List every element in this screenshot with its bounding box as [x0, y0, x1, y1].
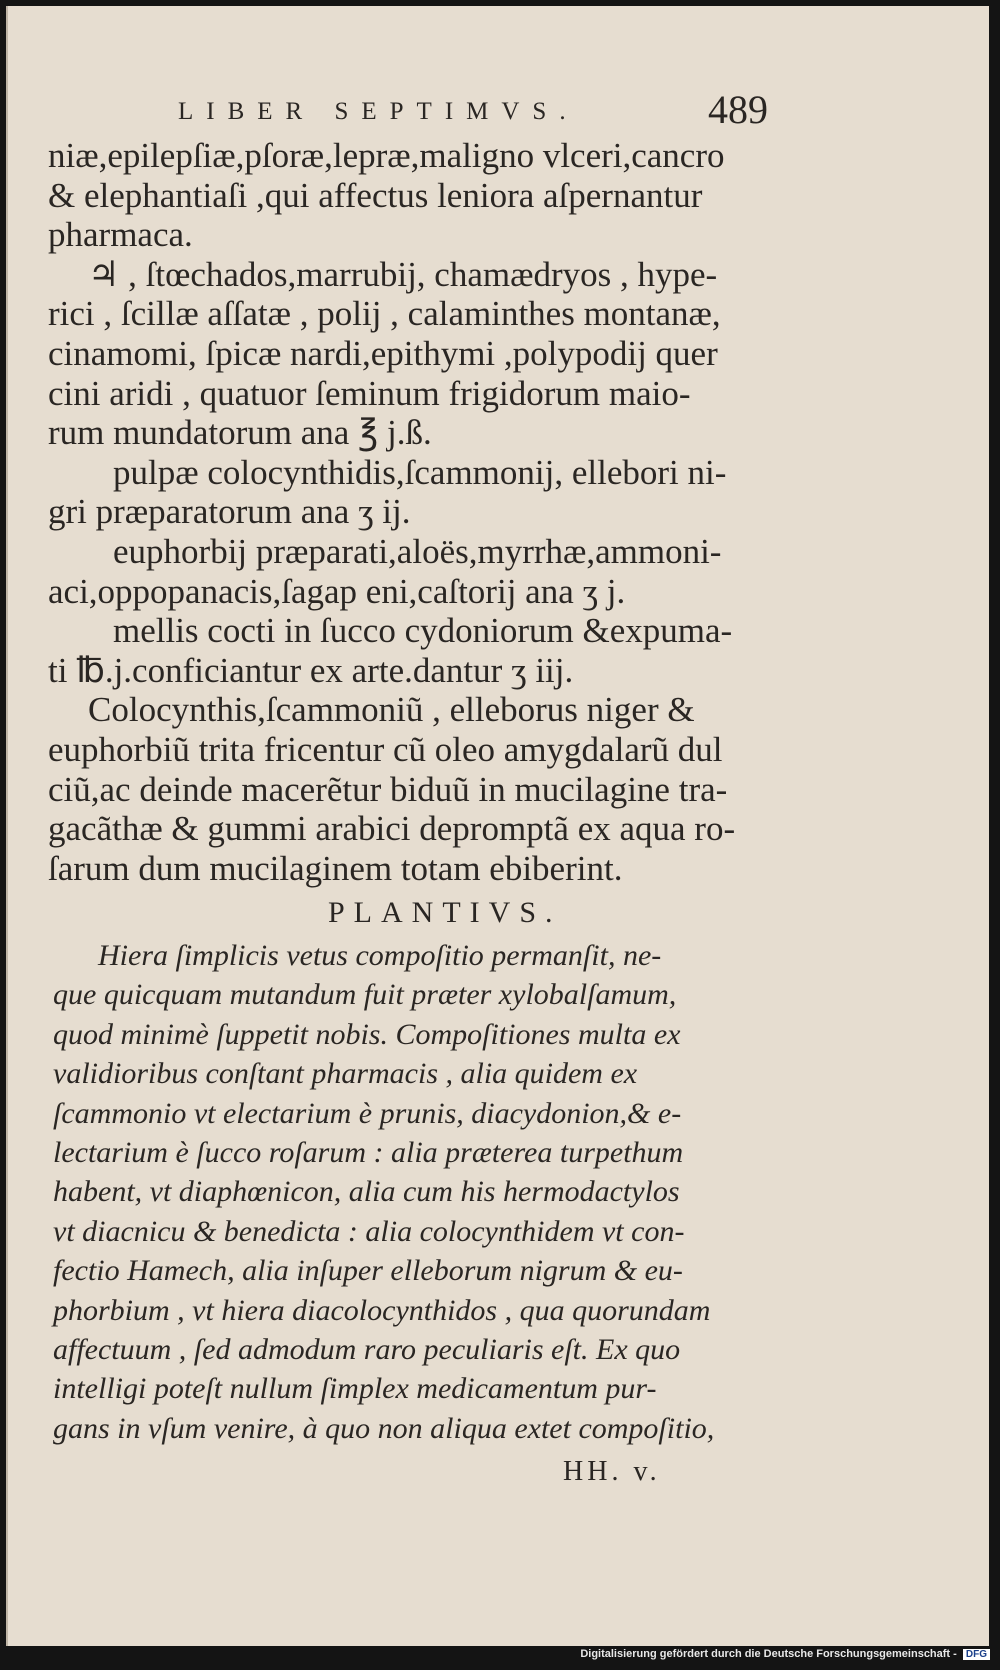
- text-line: Hiera ſimplicis vetus compoſitio permanſit, ne-: [98, 939, 662, 972]
- text-line: phorbium , vt hiera diacolocynthidos , qua quorundam: [53, 1293, 711, 1327]
- text-line: euphorbij præparati,aloës,myrrhæ,ammoni-: [113, 531, 722, 571]
- text-line: & elephantiaſi ,qui affectus leniora aſpernantur: [48, 175, 703, 215]
- text-line: pulpæ colocynthidis,ſcammonij, ellebori ni-: [113, 452, 727, 492]
- text-line: mellis cocti in ſucco cydoniorum &expuma-: [113, 611, 733, 651]
- text-line: ſcammonio vt electarium è prunis, diacydonion,& e-: [53, 1096, 682, 1130]
- text-line: niæ,epilepſiæ,pſoræ,lepræ,maligno vlceri,cancro: [48, 136, 725, 175]
- text-line: rici , ſcillæ aſſatæ , polij , calaminthes montanæ,: [48, 294, 721, 334]
- credit-text: Digitalisierung gefördert durch die Deutsche Forschungsgemeinschaft -: [580, 1648, 957, 1660]
- book-page: [6, 6, 989, 1646]
- text-line: euphorbiũ trita fricentur cũ oleo amygdalarũ dul: [48, 729, 723, 769]
- text-line: pharmaca.: [48, 215, 193, 255]
- text-line: ſarum dum mucilaginem totam ebiberint.: [48, 848, 623, 888]
- text-line: gri præparatorum ana ʒ ij.: [48, 492, 411, 532]
- commentary-text-block: [53, 936, 783, 1448]
- page-number: 489: [708, 87, 768, 132]
- section-heading: PLANTIVS.: [328, 896, 562, 929]
- running-title: LIBER SEPTIMVS.: [178, 98, 579, 125]
- text-line: ♃ , ſtœchados,marrubij, chamædryos , hype-: [88, 254, 718, 294]
- text-line: validioribus conſtant pharmacis , alia quidem ex: [53, 1057, 638, 1091]
- text-line: intelligi poteſt nullum ſimplex medicamentum pur-: [53, 1372, 657, 1406]
- text-line: affectuum , ſed admodum raro peculiaris eſt. Ex quo: [53, 1332, 681, 1366]
- text-line: aci,oppopanacis,ſagap eni,caſtorij ana ʒ j.: [48, 571, 626, 611]
- dfg-logo: DFG: [963, 1649, 990, 1660]
- text-line: que quicquam mutandum fuit præter xylobalſamum,: [53, 978, 677, 1012]
- digitization-credit: [580, 1648, 990, 1660]
- text-line: ti ℔.j.conficiantur ex arte.dantur ʒ iij.: [48, 650, 574, 690]
- text-line: Colocynthis,ſcammoniũ , elleborus niger &: [88, 690, 695, 730]
- signature-mark: HH. v.: [563, 1456, 661, 1487]
- main-text-block: [48, 136, 768, 888]
- text-line: gans in vſum venire, à quo non aliqua extet compoſitio,: [53, 1411, 715, 1445]
- text-line: ciũ,ac deinde macerẽtur biduũ in mucilagine tra-: [48, 769, 728, 809]
- text-line: vt diacnicu & benedicta : alia colocynthidem vt con-: [53, 1214, 685, 1248]
- text-line: quod minimè ſuppetit nobis. Compoſitiones multa ex: [53, 1017, 681, 1051]
- text-line: rum mundatorum ana ℥ j.ß.: [48, 413, 432, 453]
- text-line: cini aridi , quatuor ſeminum frigidorum maio-: [48, 373, 691, 413]
- text-line: fectio Hamech, alia inſuper elleborum nigrum & eu-: [53, 1254, 683, 1288]
- text-line: gacãthæ & gummi arabici depromptã ex aqua ro-: [48, 809, 736, 849]
- text-line: lectarium è ſucco roſarum : alia præterea turpethum: [53, 1135, 684, 1169]
- text-line: cinamomi, ſpicæ nardi,epithymi ,polypodij quer: [48, 333, 718, 373]
- text-line: habent, vt diaphœnicon, alia cum his hermodactylos: [53, 1175, 680, 1209]
